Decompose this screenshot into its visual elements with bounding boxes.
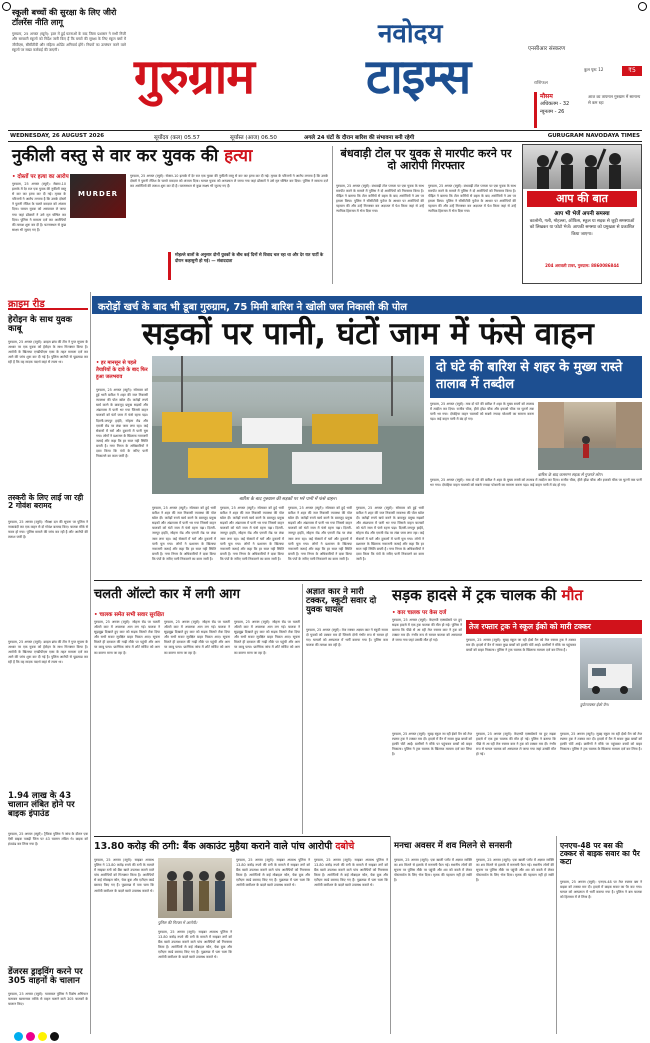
crowd-icon (523, 145, 641, 189)
lead-side-text-2: गुरुग्राम, 25 अगस्त (ब्यूरो): मात्र दो घंटे की बारिश ने शहर के मुख्य रास्तों को तालाब में तब्दील कर दिया। राजीव चौक, हीरो होंडा चौक और इफको चौक पर घुटनों तक पानी भर गया। दोपहिया वाहन चालकों को सबसे ज्यादा परेशानी का सामना करना पड़ा। कई वाहन पानी में बंद हो गए। (430, 478, 644, 488)
bank-fraud-caption: पुलिस की गिरफ्त में आरोपी। (158, 920, 198, 925)
truck-text-2: गुरुग्राम, 25 अगस्त (ब्यूरो): सुबह स्कूल जा रही ईको वैन को तेज रफ्तार ट्रक ने टक्कर मार दी। हादसे में वैन में सवार कुछ बच्चों को हल्की चोटें आईं। ग्रामीणों ने मौके पर पहुंचकर बच्चों को बाहर निकाला। पुलिस ने ट्रक चालक के खिलाफ मामला दर्ज कर लिया है। (392, 732, 474, 757)
car-fire-headline: चलती ऑल्टो कार में लगी आग (94, 587, 240, 602)
car-fire-text-1: गुरुग्राम, 25 अगस्त (ब्यूरो): सोहना रोड पर चलती ऑल्टो कार में अचानक आग लग गई। चालक ने सूझबूझ दिखाते हुए कार को सड़क किनारे रोक दिया और सभी सवार सुरक्षित बाहर निकल आए। सूचना मिलते ही दमकल की गाड़ी मौके पर पहुंची और आग पर काबू पाया। प्रारंभिक जांच में शॉर्ट सर्किट को आग का कारण माना जा रहा है। (94, 620, 162, 655)
liquor-text-1: गुरुग्राम, 25 अगस्त (ब्यूरो): एक खाली प्लॉट में अज्ञात व्यक्ति का शव मिलने से इलाके में सनसनी फैल गई। स्थानीय लोगों की सूचना पर पुलिस मौके पर पहुंची और शव को कब्जे में लेकर पोस्टमार्टम के लिए भेज दिया। मृतक की पहचान नहीं हो सकी है। (394, 858, 474, 883)
truck-kicker: • कार चालक पर केस दर्ज (392, 610, 447, 616)
crime-t2: गुरुग्राम, 25 अगस्त (ब्यूरो): गौरक्षा दल की सूचना पर पुलिस ने नाकाबंदी कर एक वाहन से दो गोवंश बरामद किए। चालक मौके से फरार हो गया। पुलिस मामले की जांच कर रही है और आरोपी की तलाश जारी है। (8, 520, 90, 540)
date-text: WEDNESDAY, 26 AUGUST 2026 (10, 133, 105, 139)
car-fire-kicker: • चालक समेत सभी सवार सुरक्षित (94, 612, 165, 618)
truck-red-headline: तेज रफ्तार ट्रक ने स्कूल ईको को मारी टक्कर (466, 620, 642, 634)
crime-column (8, 292, 88, 1034)
quote-text: मोहल्ले वालों के अनुसार दोनों युवकों के बीच कई दिनों से विवाद चल रहा था और देर रात पार्टी के दौरान कहासुनी हो गई। — संवाददाता (175, 252, 324, 263)
story-truck (392, 584, 642, 834)
cmyk-mark (50, 1032, 59, 1041)
crime-t4: गुरुग्राम, 25 अगस्त (ब्यूरो): यातायात पुलिस ने विशेष अभियान चलाकर खतरनाक तरीके से वाहन चलाने वाले 305 चालकों के चालान किए। (8, 992, 90, 1007)
crime-h2: तस्करी के लिए लाई जा रही 2 गोवंश बरामद (8, 493, 84, 510)
lead-text-col3: गुरुग्राम, 25 अगस्त (ब्यूरो): सोमवार को हुई भारी बारिश ने शहर की जल निकासी व्यवस्था की पोल खोल दी। करोड़ों रुपये खर्च करने के बावजूद प्रमुख सड़कों और अंडरपास में पानी भर गया जिससे वाहन चालकों को घंटों जाम में फंसे रहना पड़ा। दिल्ली-जयपुर हाईवे, सोहना रोड और एमजी रोड पर लंबा जाम लगा रहा। कई सेक्टरों में घरों और दुकानों में पानी घुस गया। लोगों ने प्रशासन के खिलाफ नाराजगी जताई और कहा कि हर साल यही स्थिति बनती है। नगर निगम के अधिकारियों ने दावा किया कि पंपों के जरिए पानी निकालने का काम जारी है। (220, 506, 286, 561)
bank-fraud-headline-b: दबोचे (335, 841, 355, 852)
lead-banner (92, 296, 642, 314)
weather-title: मौसम (540, 93, 553, 100)
truck-photo-caption: दुर्घटनाग्रस्त ईको वैन। (580, 702, 609, 707)
bank-fraud-headline-a: 13.80 करोड़ की ठगी: बैंक अकाउंट मुहैया कराने वाले पांच आरोपी (94, 841, 333, 852)
story-liquor (394, 840, 554, 1036)
lead-side-story (430, 356, 642, 578)
story-murder-text: गुरुग्राम, 25 अगस्त (ब्यूरो): सेक्टर-10 इलाके में देर रात एक युवक की नुकीली वस्तु से वार कर हत्या कर दी गई। मृतक के परिजनों ने आरोप लगाया है कि उसके दोस्तों ने पुरानी रंजिश के चलते वारदात को अंजाम दिया। घायल युवक को अस्पताल ले जाया गया जहां डॉक्टरों ने उसे मृत घोषित कर दिया। पुलिस ने मामला दर्ज कर आरोपियों की तलाश शुरू कर दी है। घटनास्थल से कुछ साक्ष्य भी जुटाए गए हैं। (12, 182, 68, 232)
truck-headline (392, 588, 642, 604)
story-hit-run (306, 584, 388, 834)
date-bar (8, 130, 642, 142)
price-badge: ₹5 (622, 66, 642, 76)
masthead-title-left: गुरुग्राम (134, 49, 254, 105)
story-murder-text-2: गुरुग्राम, 25 अगस्त (ब्यूरो): सेक्टर-10 इलाके में देर रात एक युवक की नुकीली वस्तु से वार कर हत्या कर दी गई। मृतक के परिजनों ने आरोप लगाया है कि उसके दोस्तों ने पुरानी रंजिश के चलते वारदात को अंजाम दिया। घायल युवक को अस्पताल ले जाया गया जहां डॉक्टरों ने उसे मृत घोषित कर दिया। पुलिस ने मामला दर्ज कर आरोपियों की तलाश शुरू कर दी है। घटनास्थल से कुछ साक्ष्य भी जुटाए गए हैं। (130, 174, 330, 189)
murder-illustration (70, 174, 126, 218)
rashifal-label: राशिफल (534, 81, 548, 86)
story-toll-text-2: गुरुग्राम, 25 अगस्त (ब्यूरो): बंधवाड़ी टोल प्लाजा पर एक युवक के साथ मारपीट करने के मामले में पुलिस ने दो आरोपियों को गिरफ्तार किया है। पीड़ित ने बताया कि टोल कर्मियों से बहस के बाद आरोपियों ने उस पर हमला किया। पुलिस ने सीसीटीवी फुटेज के आधार पर आरोपियों की पहचान की और उन्हें गिरफ्तार कर अदालत में पेश किया जहां से उन्हें न्यायिक हिरासत में भेज दिया गया। (428, 184, 518, 214)
car-fire-text-2: गुरुग्राम, 25 अगस्त (ब्यूरो): सोहना रोड पर चलती ऑल्टो कार में अचानक आग लग गई। चालक ने सूझबूझ दिखाते हुए कार को सड़क किनारे रोक दिया और सभी सवार सुरक्षित बाहर निकल आए। सूचना मिलते ही दमकल की गाड़ी मौके पर पहुंची और आग पर काबू पाया। प्रारंभिक जांच में शॉर्ट सर्किट को आग का कारण माना जा रहा है। (164, 620, 232, 655)
bank-fraud-text-1: गुरुग्राम, 25 अगस्त (ब्यूरो): साइबर अपराध पुलिस ने 13.80 करोड़ रुपये की ठगी के मामले में साइबर ठगों को बैंक खाते उपलब्ध कराने वाले पांच आरोपियों को गिरफ्तार किया है। आरोपियों से कई मोबाइल फोन, चेक बुक और एटीएम कार्ड बरामद किए गए हैं। पूछताछ में पता चला कि आरोपी कमीशन के बदले खाते उपलब्ध कराते थे। (94, 858, 156, 893)
story-toll-text: गुरुग्राम, 25 अगस्त (ब्यूरो): बंधवाड़ी टोल प्लाजा पर एक युवक के साथ मारपीट करने के मामले में पुलिस ने दो आरोपियों को गिरफ्तार किया है। पीड़ित ने बताया कि टोल कर्मियों से बहस के बाद आरोपियों ने उस पर हमला किया। पुलिस ने सीसीटीवी फुटेज के आधार पर आरोपियों की पहचान की और उन्हें गिरफ्तार कर अदालत में पेश किया जहां से उन्हें न्यायिक हिरासत में भेज दिया गया। (336, 184, 426, 214)
truck-text: गुरुग्राम, 25 अगस्त (ब्यूरो): केएमपी एक्सप्रेसवे पर हुए सड़क हादसे में एक ट्रक चालक की मौत हो गई। पुलिस ने बताया कि पीछे से आ रही तेज रफ्तार कार ने ट्रक को टक्कर मार दी। गंभीर रूप से घायल चालक को अस्पताल ले जाया गया जहां उसकी मौत हो गई। (392, 618, 464, 643)
lead-text-col4: गुरुग्राम, 25 अगस्त (ब्यूरो): सोमवार को हुई भारी बारिश ने शहर की जल निकासी व्यवस्था की पोल खोल दी। करोड़ों रुपये खर्च करने के बावजूद प्रमुख सड़कों और अंडरपास में पानी भर गया जिससे वाहन चालकों को घंटों जाम में फंसे रहना पड़ा। दिल्ली-जयपुर हाईवे, सोहना रोड और एमजी रोड पर लंबा जाम लगा रहा। कई सेक्टरों में घरों और दुकानों में पानी घुस गया। लोगों ने प्रशासन के खिलाफ नाराजगी जताई और कहा कि हर साल यही स्थिति बनती है। नगर निगम के अधिकारियों ने दावा किया कि पंपों के जरिए पानी निकालने का काम जारी है। (288, 506, 354, 561)
aap-subtitle: आप भी भेजें अपनी समस्या (554, 211, 610, 217)
lead-side-photo (538, 402, 642, 470)
truck-text-3: गुरुग्राम, 25 अगस्त (ब्यूरो): केएमपी एक्सप्रेसवे पर हुए सड़क हादसे में एक ट्रक चालक की मौत हो गई। पुलिस ने बताया कि पीछे से आ रही तेज रफ्तार कार ने ट्रक को टक्कर मार दी। गंभीर रूप से घायल चालक को अस्पताल ले जाया गया जहां उसकी मौत हो गई। (476, 732, 558, 757)
headline-highlight: हत्या (224, 146, 253, 166)
registration-mark (638, 2, 647, 11)
crashed-van-photo (580, 638, 642, 700)
truck-photo (580, 638, 642, 700)
weather-note: आज का तापमान गुरुग्राम में सामान्य से कम रहा (588, 94, 641, 105)
teaser-text: गुरुग्राम, 25 अगस्त (ब्यूरो): हाल में हुई घटनाओं के बाद जिला प्रशासन ने सभी निजी और सरकारी स्कूलों को निर्देश जारी किए हैं कि बच्चों की सुरक्षा के लिए स्कूल बसों में जीपीएस, सीसीटीवी और महिला अटेंडेंट अनिवार्य होंगे। नियमों का उल्लंघन करने वाले स्कूलों पर सख्त कार्रवाई की जाएगी। (12, 32, 128, 52)
truck-headline-b: मौत (561, 586, 583, 604)
divider (556, 836, 557, 1034)
lead-headline: सड़कों पर पानी, घंटों जाम में फंसे वाहन (142, 316, 594, 352)
weather-min: न्यूनतम - 26 (540, 109, 565, 115)
story-toll-headline: बंधवाड़ी टोल पर युवक से मारपीट करने पर दो आरोपी गिरफ्तार (340, 147, 512, 172)
lead-side-caption: बारिश के बाद जलमग्न सड़क से गुजरते लोग। (538, 472, 603, 477)
hit-run-headline: अज्ञात कार ने मारी टक्कर, स्कूटी सवार दो युवक घायल (306, 587, 377, 615)
lead-text-col5: गुरुग्राम, 25 अगस्त (ब्यूरो): सोमवार को हुई भारी बारिश ने शहर की जल निकासी व्यवस्था की पोल खोल दी। करोड़ों रुपये खर्च करने के बावजूद प्रमुख सड़कों और अंडरपास में पानी भर गया जिससे वाहन चालकों को घंटों जाम में फंसे रहना पड़ा। दिल्ली-जयपुर हाईवे, सोहना रोड और एमजी रोड पर लंबा जाम लगा रहा। कई सेक्टरों में घरों और दुकानों में पानी घुस गया। लोगों ने प्रशासन के खिलाफ नाराजगी जताई और कहा कि हर साल यही स्थिति बनती है। नगर निगम के अधिकारियों ने दावा किया कि पंपों के जरिए पानी निकालने का काम जारी है। (356, 506, 426, 561)
bank-fraud-photo (158, 858, 232, 918)
weather-box (534, 92, 584, 128)
divider (390, 836, 391, 1034)
story-car-fire (94, 584, 300, 834)
rule (94, 580, 642, 581)
lead-side-headline-box (430, 356, 642, 398)
lead-text-col1: गुरुग्राम, 25 अगस्त (ब्यूरो): सोमवार को हुई भारी बारिश ने शहर की जल निकासी व्यवस्था की पोल खोल दी। करोड़ों रुपये खर्च करने के बावजूद प्रमुख सड़कों और अंडरपास में पानी भर गया जिससे वाहन चालकों को घंटों जाम में फंसे रहना पड़ा। दिल्ली-जयपुर हाईवे, सोहना रोड और एमजी रोड पर लंबा जाम लगा रहा। कई सेक्टरों में घरों और दुकानों में पानी घुस गया। लोगों ने प्रशासन के खिलाफ नाराजगी जताई और कहा कि हर साल यही स्थिति बनती है। नगर निगम के अधिकारियों ने दावा किया कि पंपों के जरिए पानी निकालने का काम जारी है। (96, 388, 150, 459)
divider (332, 146, 333, 284)
ncr-headline: एनएच-48 पर बस की टक्कर से बाइक सवार का पैर कटा (560, 841, 640, 866)
sunset-text: सूर्यास्त (आज) 06.50 (230, 135, 277, 141)
lead-photo (152, 356, 424, 494)
truck-red-box (466, 620, 642, 728)
weather-ticker: अगले 24 घंटों के दौरान बारिश की संभावना बनी रहेगी (304, 135, 415, 141)
crime-column-title (8, 292, 88, 310)
crime-title-text: क्राइम रीड (8, 299, 45, 310)
car-fire-text-3: गुरुग्राम, 25 अगस्त (ब्यूरो): सोहना रोड पर चलती ऑल्टो कार में अचानक आग लग गई। चालक ने सूझबूझ दिखाते हुए कार को सड़क किनारे रोक दिया और सभी सवार सुरक्षित बाहर निकल आए। सूचना मिलते ही दमकल की गाड़ी मौके पर पहुंची और आग पर काबू पाया। प्रारंभिक जांच में शॉर्ट सर्किट को आग का कारण माना जा रहा है। (234, 620, 302, 655)
story-bank-fraud (94, 840, 388, 1036)
truck-text-4: गुरुग्राम, 25 अगस्त (ब्यूरो): सुबह स्कूल जा रही ईको वैन को तेज रफ्तार ट्रक ने टक्कर मार दी। हादसे में वैन में सवार कुछ बच्चों को हल्की चोटें आईं। ग्रामीणों ने मौके पर पहुंचकर बच्चों को बाहर निकाला। पुलिस ने ट्रक चालक के खिलाफ मामला दर्ज कर लिया है। (560, 732, 644, 752)
aap-text: कालोनी, गली, मोहल्ला, ऑफिस, स्कूल या सड़क से जुड़ी समस्याओं को लिखकर या फोटो भेजें। आपकी समस्या को प्रमुखता से प्रकाशित किया जाएगा। (529, 219, 635, 237)
crime-h3: 1.94 लाख के 43 चालान लंबित होने पर बाइक इंपाउंड (8, 791, 75, 819)
cmyk-mark (26, 1032, 35, 1041)
rule (94, 836, 390, 837)
hit-run-text: गुरुग्राम, 25 अगस्त (ब्यूरो): तेज रफ्तार अज्ञात कार ने स्कूटी सवार दो युवकों को टक्कर मार दी जिससे दोनों गंभीर रूप से घायल हो गए। घायलों को अस्पताल में भर्ती कराया गया है। पुलिस कार चालक की तलाश कर रही है। (306, 628, 390, 648)
story-murder-headline (12, 148, 330, 166)
crime-h4: डेंजरस ड्राइविंग करने पर 305 वाहनों के चालान (8, 967, 83, 986)
crime-h1: हेरोइन के साथ युवक काबू (8, 315, 73, 334)
lead-banner-text: करोड़ों खर्च के बाद भी डूबा गुरुग्राम, 75 मिमी बारिश ने खोली जल निकासी की पोल (98, 302, 408, 313)
bank-fraud-headline (94, 842, 388, 852)
truck-headline-a: सड़क हादसे में ट्रक चालक की (392, 586, 557, 604)
registration-mark (2, 2, 11, 11)
bank-fraud-text-4: गुरुग्राम, 25 अगस्त (ब्यूरो): साइबर अपराध पुलिस ने 13.80 करोड़ रुपये की ठगी के मामले में साइबर ठगों को बैंक खाते उपलब्ध कराने वाले पांच आरोपियों को गिरफ्तार किया है। आरोपियों से कई मोबाइल फोन, चेक बुक और एटीएम कार्ड बरामद किए गए हैं। पूछताछ में पता चला कि आरोपी कमीशन के बदले खाते उपलब्ध कराते थे। (314, 858, 390, 888)
street-photo (538, 402, 642, 470)
lead-side-headline: दो घंटे की बारिश से शहर के मुख्य रास्ते तालाब में तब्दील (436, 360, 623, 392)
bank-fraud-text-2: गुरुग्राम, 25 अगस्त (ब्यूरो): साइबर अपराध पुलिस ने 13.80 करोड़ रुपये की ठगी के मामले में साइबर ठगों को बैंक खाते उपलब्ध कराने वाले पांच आरोपियों को गिरफ्तार किया है। आरोपियों से कई मोबाइल फोन, चेक बुक और एटीएम कार्ड बरामद किए गए हैं। पूछताछ में पता चला कि आरोपी कमीशन के बदले खाते उपलब्ध कराते थे। (158, 930, 234, 960)
edition-label: एनसीआर संस्करण (528, 46, 566, 52)
truck-red-text: गुरुग्राम, 25 अगस्त (ब्यूरो): सुबह स्कूल जा रही ईको वैन को तेज रफ्तार ट्रक ने टक्कर मार दी। हादसे में वैन में सवार कुछ बच्चों को हल्की चोटें आईं। ग्रामीणों ने मौके पर पहुंचकर बच्चों को बाहर निकाला। पुलिस ने ट्रक चालक के खिलाफ मामला दर्ज कर लिया है। (466, 638, 578, 653)
story-ncr (560, 840, 642, 1036)
story-toll (334, 144, 518, 284)
lead-text-col2: गुरुग्राम, 25 अगस्त (ब्यूरो): सोमवार को हुई भारी बारिश ने शहर की जल निकासी व्यवस्था की पोल खोल दी। करोड़ों रुपये खर्च करने के बावजूद प्रमुख सड़कों और अंडरपास में पानी भर गया जिससे वाहन चालकों को घंटों जाम में फंसे रहना पड़ा। दिल्ली-जयपुर हाईवे, सोहना रोड और एमजी रोड पर लंबा जाम लगा रहा। कई सेक्टरों में घरों और दुकानों में पानी घुस गया। लोगों ने प्रशासन के खिलाफ नाराजगी जताई और कहा कि हर साल यही स्थिति बनती है। नगर निगम के अधिकारियों ने दावा किया कि पंपों के जरिए पानी निकालने का काम जारी है। (152, 506, 218, 561)
crime-t3: गुरुग्राम, 25 अगस्त (ब्यूरो): ट्रैफिक पुलिस ने जांच के दौरान एक ऐसी बाइक पकड़ी जिस पर 43 चालान लंबित थे। बाइक को इंपाउंड कर लिया गया है। (8, 832, 90, 847)
lead-side-text: गुरुग्राम, 25 अगस्त (ब्यूरो): मात्र दो घंटे की बारिश ने शहर के मुख्य रास्तों को तालाब में तब्दील कर दिया। राजीव चौक, हीरो होंडा चौक और इफको चौक पर घुटनों तक पानी भर गया। दोपहिया वाहन चालकों को सबसे ज्यादा परेशानी का सामना करना पड़ा। कई वाहन पानी में बंद हो गए। (430, 402, 536, 422)
liquor-headline: मनचा अवसर में शव मिलने से सनसनी (394, 841, 512, 851)
sunrise-text: सूर्योदय (कल) 05.57 (154, 135, 200, 141)
brand-text: GURUGRAM NAVODAYA TIMES (547, 133, 640, 139)
masthead-title-right: टाइम्स (366, 49, 471, 105)
teaser-headline: स्कूली बच्चों की सुरक्षा के लिए जीरो टॉलरेंस नीति लागू (12, 8, 117, 27)
lead-photo-caption: बारिश के बाद गुरुग्राम की सड़कों पर भरे पानी में फंसे वाहन। (239, 497, 337, 502)
lead-kicker: • हर मानसून से पहले तैयारियों के दावे के बाद फिर हुआ जलभराव (96, 360, 148, 380)
murder-img-label: MURDER (78, 190, 119, 198)
accused-photo (158, 858, 232, 918)
headline-part: नुकीली वस्तु से वार कर युवक की (12, 146, 219, 166)
aap-ki-baat-box (522, 144, 642, 284)
ncr-text: गुरुग्राम, 25 अगस्त (ब्यूरो): एनएच-48 पर तेज रफ्तार बस ने बाइक को टक्कर मार दी। हादसे में बाइक सवार का पैर कट गया। घायल को अस्पताल में भर्ती कराया गया है। पुलिस ने बस चालक को हिरासत में ले लिया है। (560, 880, 644, 900)
bank-fraud-text-3: गुरुग्राम, 25 अगस्त (ब्यूरो): साइबर अपराध पुलिस ने 13.80 करोड़ रुपये की ठगी के मामले में साइबर ठगों को बैंक खाते उपलब्ध कराने वाले पांच आरोपियों को गिरफ्तार किया है। आरोपियों से कई मोबाइल फोन, चेक बुक और एटीएम कार्ड बरामद किए गए हैं। पूछताछ में पता चला कि आरोपी कमीशन के बदले खाते उपलब्ध कराते थे। (236, 858, 312, 888)
story-murder-quote (168, 252, 328, 280)
crime-t2b: गुरुग्राम, 25 अगस्त (ब्यूरो): क्राइम ब्रांच की टीम ने गुप्त सूचना के आधार पर एक युवक को हेरोइन के साथ गिरफ्तार किया है। आरोपी के खिलाफ एनडीपीएस एक्ट के तहत मामला दर्ज कर आगे की जांच शुरू कर दी गई है। पुलिस आरोपी से पूछताछ कर रही है कि वह मादक पदार्थ कहां से लाता था। (8, 640, 90, 665)
lead-story (94, 356, 426, 578)
aap-contact: 204 अरावली टावर, गुरुग्राम: 8860086844 (545, 263, 619, 268)
liquor-text-2: गुरुग्राम, 25 अगस्त (ब्यूरो): एक खाली प्लॉट में अज्ञात व्यक्ति का शव मिलने से इलाके में सनसनी फैल गई। स्थानीय लोगों की सूचना पर पुलिस मौके पर पहुंची और शव को कब्जे में लेकर पोस्टमार्टम के लिए भेज दिया। मृतक की पहचान नहीं हो सकी है। (476, 858, 556, 883)
divider (302, 584, 303, 834)
cmyk-mark (14, 1032, 23, 1041)
flooded-road-photo (152, 356, 424, 494)
cmyk-mark (38, 1032, 47, 1041)
weather-max: अधिकतम - 32 (540, 101, 570, 107)
crime-t1: गुरुग्राम, 25 अगस्त (ब्यूरो): क्राइम ब्रांच की टीम ने गुप्त सूचना के आधार पर एक युवक को हेरोइन के साथ गिरफ्तार किया है। आरोपी के खिलाफ एनडीपीएस एक्ट के तहत मामला दर्ज कर आगे की जांच शुरू कर दी गई है। पुलिस आरोपी से पूछताछ कर रही है कि वह मादक पदार्थ कहां से लाता था। (8, 340, 90, 365)
divider (90, 292, 91, 1034)
story-murder-kicker: • दोस्तों पर हत्या का आरोप (12, 174, 69, 180)
aap-illustration (523, 145, 641, 189)
story-murder (8, 144, 330, 284)
aap-title: आप की बात (527, 191, 637, 207)
pages-label: कुल पृष्ठ: 12 (584, 67, 604, 72)
masthead-overline: नवोदय (378, 19, 443, 49)
